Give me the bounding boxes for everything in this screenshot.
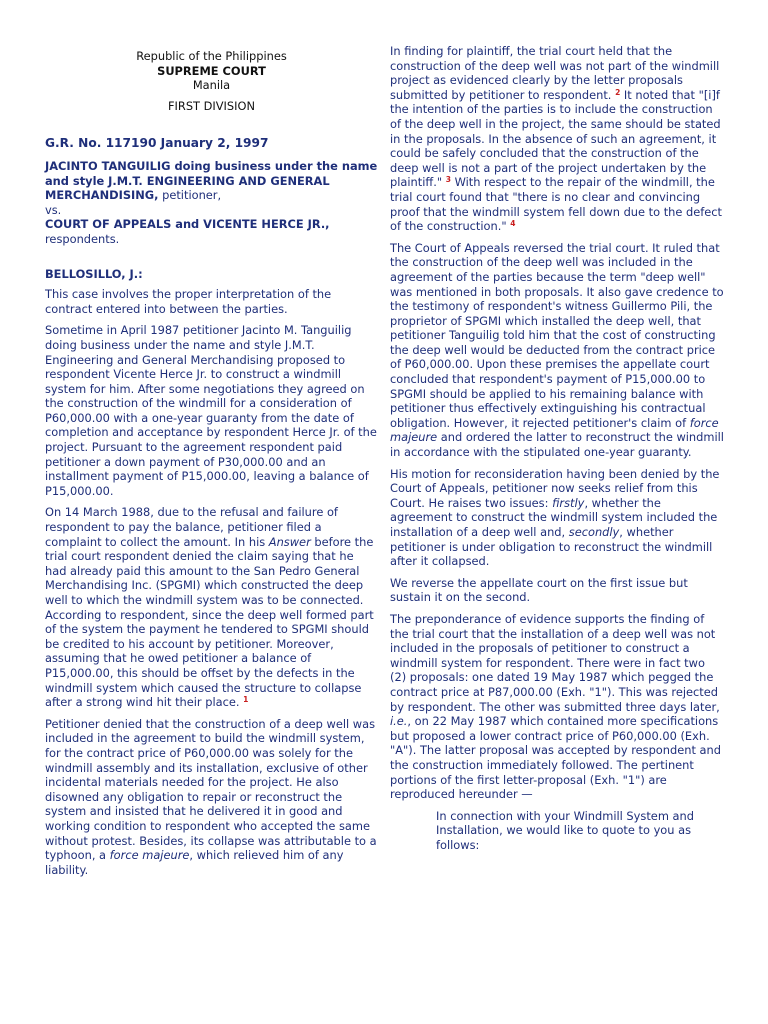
footnote-ref-4[interactable]: 4 [510,219,516,229]
header-division: FIRST DIVISION [168,98,255,113]
left-column [45,49,378,884]
right-paragraph-3: His motion for reconsideration having been denied by the Court of Appeals, petitioner now seeks relief from this Court. He raises two issues: firstly, whether the agreement to construct the windmill system included the installation of a deep well and, secondly, whether petitioner is under obligation to reconstruct the windmill after it collapsed. [390,466,720,569]
left-paragraph-4: Petitioner denied that the construction of a deep well was included in the agreement to build the windmill system, for the contract price of P60,000.00 was solely for the windmill assembly and its installation, exclusive of other incidental materials needed for the project. He also disowned any obligation to repair or reconstruct the system and insisted that he delivered it in good and working condition to respondent who accepted the same without protest. Besides, its collapse was attributable to a typhoon, a force majeure, which relieved him of any liability. [45,716,377,877]
right-paragraph-5: The preponderance of evidence supports the finding of the trial court that the installation of a deep well was not included in the proposals of petitioner to construct a windmill system for respondent. There were in fact two (2) proposals: one dated 19 May 1987 which pegged the contract price at P87,000.00 (Exh. "1"). This was rejected by respondent. The other was submitted three days later, i.e., on 22 May 1987 which contained more specifications but proposed a lower contract price of P60,000.00 (Exh. "A"). The latter proposal was accepted by respondent and the construction immediately followed. The pertinent portions of the first letter-proposal (Exh. "1") are reproduced hereunder — [390,611,721,802]
case-gr-number: G.R. No. 117190 January 2, 1997 [45,136,269,151]
case-caption [45,159,378,247]
petitioner-role: petitioner, [158,188,222,203]
right-column [390,44,724,859]
left-paragraph-1: This case involves the proper interpretation of the contract entered into between the parties. [45,287,332,316]
header-republic: Republic of the Philippines [136,49,287,63]
footnote-ref-2[interactable]: 2 [615,87,621,97]
header-city: Manila [192,78,231,93]
block-quote: In connection with your Windmill System and Installation, we would like to quote to you as follows: [436,808,694,852]
petitioner-name: JACINTO TANGUILIG doing business under the name and style J.M.T. ENGINEERING AND GENERAL MERCHANDISING, [45,158,378,203]
right-paragraph-2: The Court of Appeals reversed the trial court. It ruled that the construction of the deep well was included in the agreement of the parties because the term "deep well" was mentioned in both proposals. It also gave credence to the testimony of respondent's witness Guillermo Pili, the proprietor of SPGMI which installed the deep well, that petitioner Tanguilig told him that the cost of constructing the deep well would be deducted from the contract price of P60,000.00. Upon these premises the appellate court concluded that respondent's payment of P15,000.00 to SPGMI should be applied to his remaining balance with petitioner thus effectively extinguishing his contractual obligation. However, it rejected petitioner's claim of force majeure and ordered the latter to reconstruct the windmill in accordance with the stipulated one-year guaranty. [390,240,724,460]
header-court: SUPREME COURT [157,63,266,78]
right-paragraph-4: We reverse the appellate court on the first issue but sustain it on the second. [390,575,688,605]
respondent-name: COURT OF APPEALS and VICENTE HERCE JR., [45,217,330,232]
left-paragraph-2: Sometime in April 1987 petitioner Jacinto M. Tanguilig doing business under the name and style J.M.T. Engineering and General Merchandising proposed to respondent Vicente Herce Jr. to construct a windmill system for him. After some negotiations they agreed on the construction of the windmill for a consideration of P60,000.00 with a one-year guaranty from the date of completion and acceptance by respondent Herce Jr. of the project. Pursuant to the agreement respondent paid petitioner a down payment of P30,000.00 and an installment payment of P15,000.00, leaving a balance of P15,000.00. [45,323,377,498]
versus: vs. [45,202,62,217]
footnote-ref-1[interactable]: 1 [243,695,249,705]
left-paragraph-3: On 14 March 1988, due to the refusal and failure of respondent to pay the balance, petitioner filed a complaint to collect the amount. In his Answer before the trial court respondent denied the claim saying that he had already paid this amount to the San Pedro General Merchandising Inc. (SPGMI) which constructed the deep well to which the windmill system was to be connected. According to respondent, since the deep well formed part of the system the payment he tendered to SPGMI should be credited to his account by petitioner. Moreover, assuming that he owed petitioner a balance of P15,000.00, this should be offset by the defects in the windmill system which caused the structure to collapse after a strong wind hit their place. $^1$ [45,505,374,710]
right-paragraph-1: In finding for plaintiff, the trial court held that the construction of the deep well was not part of the windmill project as evidenced clearly by the letter proposals submitted by petitioner to respondent. $^2$ It noted that "[i]f the intention of the parties is to include the construction of the deep well in the project, the same should be stated in the proposals. In the absence of such an agreement, it could be safely concluded that the construction of the deep well is not a part of the project undertaken by the plaintiff." $^3$ With respect to the repair of the windmill, the trial court found that "there is no clear and convincing proof that the windmill system fell down due to the defect of the construction." $^4$ [390,44,722,234]
ponente: BELLOSILLO, J.: [45,266,143,281]
respondent-role: respondents. [45,231,120,246]
footnote-ref-3[interactable]: 3 [445,175,451,185]
